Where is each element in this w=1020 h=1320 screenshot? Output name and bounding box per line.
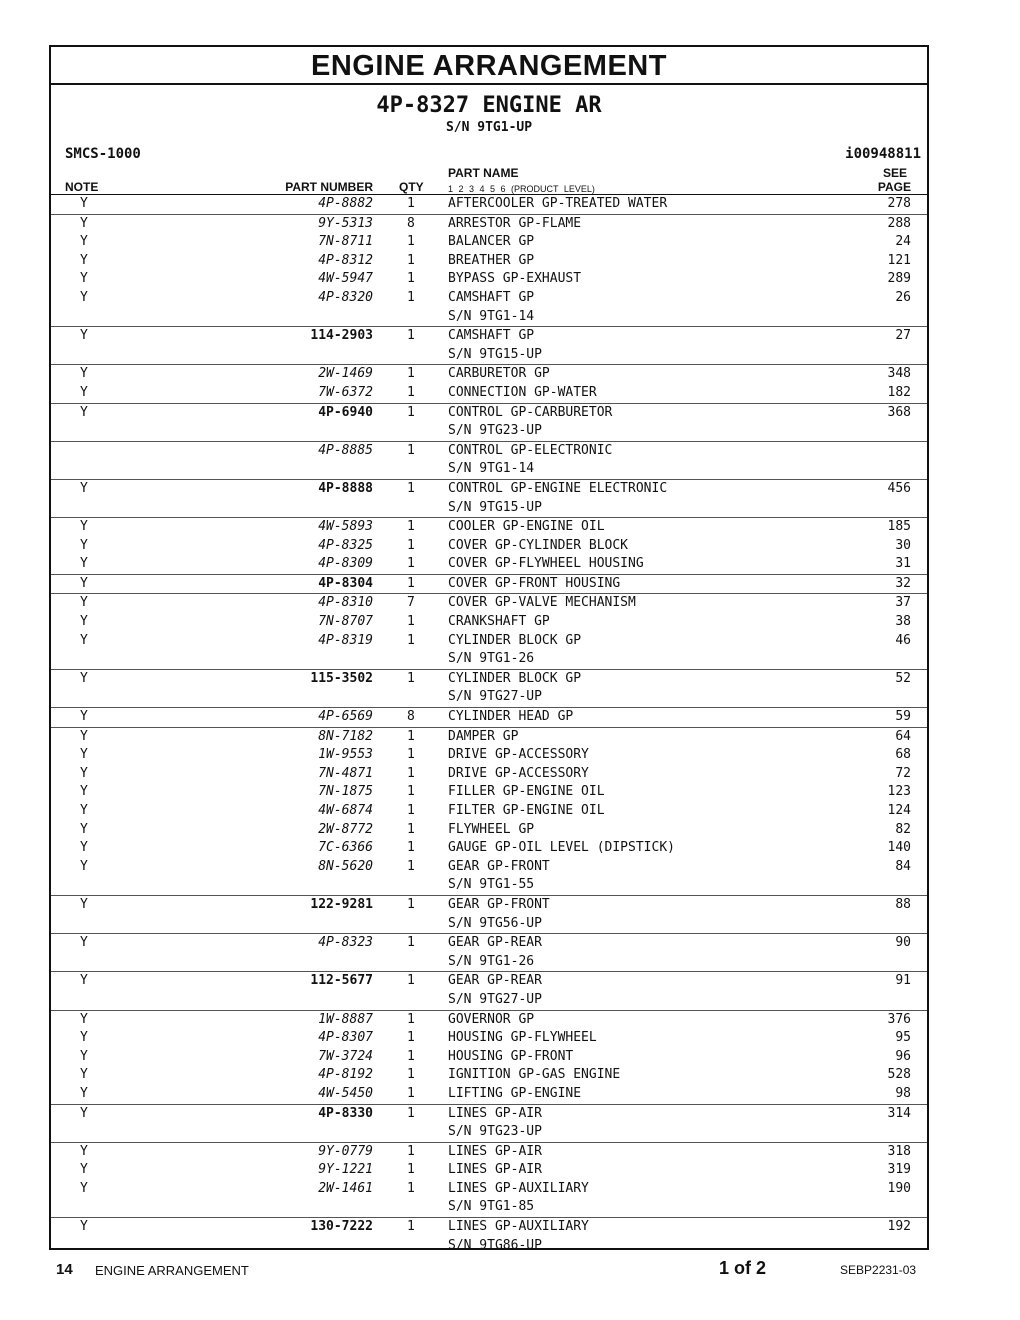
row-part-number: 7N-4871 bbox=[318, 765, 373, 781]
row-part-name: S/N 9TG23-UP bbox=[448, 423, 542, 439]
row-see-page: 24 bbox=[895, 234, 911, 250]
row-note: Y bbox=[80, 973, 88, 989]
table-row bbox=[51, 765, 927, 784]
row-qty: 1 bbox=[407, 1105, 415, 1121]
row-qty: 1 bbox=[407, 1011, 415, 1027]
row-qty: 1 bbox=[407, 858, 415, 874]
table-row bbox=[51, 499, 927, 518]
row-part-name: CYLINDER HEAD GP bbox=[448, 709, 574, 725]
row-part-name: LIFTING GP-ENGINE bbox=[448, 1085, 582, 1101]
row-part-number: 2W-1461 bbox=[318, 1180, 373, 1196]
row-see-page: 26 bbox=[895, 289, 911, 305]
table-row bbox=[51, 971, 927, 991]
table-row bbox=[51, 346, 927, 365]
row-part-name: CYLINDER BLOCK GP bbox=[448, 632, 582, 648]
row-qty: 1 bbox=[407, 935, 415, 951]
row-see-page: 95 bbox=[895, 1030, 911, 1046]
row-part-number: 4P-8325 bbox=[318, 537, 373, 553]
table-row bbox=[51, 1198, 927, 1217]
row-part-number: 4W-5893 bbox=[318, 519, 373, 535]
row-part-number: 122-9281 bbox=[310, 896, 373, 912]
row-see-page: 318 bbox=[887, 1143, 911, 1159]
table-row bbox=[51, 669, 927, 689]
row-note: Y bbox=[80, 765, 88, 781]
col-qty: QTY bbox=[399, 180, 424, 194]
row-see-page: 68 bbox=[895, 747, 911, 763]
row-part-number: 4P-8320 bbox=[318, 289, 373, 305]
row-see-page: 368 bbox=[887, 404, 911, 420]
table-row bbox=[51, 289, 927, 308]
row-part-number: 4P-8330 bbox=[318, 1105, 373, 1121]
table-row bbox=[51, 802, 927, 821]
table-row bbox=[51, 953, 927, 972]
row-part-name: S/N 9TG27-UP bbox=[448, 991, 542, 1007]
row-qty: 1 bbox=[407, 1048, 415, 1064]
row-note: Y bbox=[80, 784, 88, 800]
row-see-page: 37 bbox=[895, 595, 911, 611]
table-row bbox=[51, 1123, 927, 1142]
row-part-name: CONTROL GP-CARBURETOR bbox=[448, 404, 613, 420]
page-title: ENGINE ARRANGEMENT bbox=[51, 47, 927, 85]
row-qty: 1 bbox=[407, 747, 415, 763]
row-part-number: 4P-8319 bbox=[318, 632, 373, 648]
row-part-name: GEAR GP-FRONT bbox=[448, 896, 550, 912]
row-see-page: 59 bbox=[895, 709, 911, 725]
row-part-number: 7W-6372 bbox=[318, 384, 373, 400]
row-see-page: 140 bbox=[887, 840, 911, 856]
row-see-page: 91 bbox=[895, 973, 911, 989]
row-part-name: S/N 9TG27-UP bbox=[448, 689, 542, 705]
row-note: Y bbox=[80, 728, 88, 744]
table-row bbox=[51, 479, 927, 499]
row-part-name: S/N 9TG56-UP bbox=[448, 915, 542, 931]
row-part-number: 4P-8307 bbox=[318, 1030, 373, 1046]
row-part-name: CYLINDER BLOCK GP bbox=[448, 670, 582, 686]
table-row bbox=[51, 574, 927, 594]
row-see-page: 82 bbox=[895, 821, 911, 837]
row-qty: 1 bbox=[407, 821, 415, 837]
row-part-name: GAUGE GP-OIL LEVEL (DIPSTICK) bbox=[448, 840, 675, 856]
footer-page-number: 14 bbox=[56, 1261, 73, 1278]
row-see-page: 72 bbox=[895, 765, 911, 781]
row-note: Y bbox=[80, 1011, 88, 1027]
row-qty: 7 bbox=[407, 595, 415, 611]
row-note: Y bbox=[80, 519, 88, 535]
row-see-page: 314 bbox=[887, 1105, 911, 1121]
row-see-page: 185 bbox=[887, 519, 911, 535]
row-qty: 1 bbox=[407, 632, 415, 648]
row-part-number: 1W-8887 bbox=[318, 1011, 373, 1027]
row-qty: 1 bbox=[407, 328, 415, 344]
row-part-number: 130-7222 bbox=[310, 1219, 373, 1235]
row-qty: 1 bbox=[407, 1085, 415, 1101]
row-part-number: 7W-3724 bbox=[318, 1048, 373, 1064]
table-row bbox=[51, 593, 927, 613]
row-part-name: CAMSHAFT GP bbox=[448, 289, 535, 305]
row-part-number: 4W-5450 bbox=[318, 1085, 373, 1101]
table-row bbox=[51, 746, 927, 765]
row-part-name: BALANCER GP bbox=[448, 234, 535, 250]
table-row bbox=[51, 403, 927, 423]
serial-range: S/N 9TG1-UP bbox=[445, 120, 533, 135]
row-part-name: S/N 9TG15-UP bbox=[448, 499, 542, 515]
col-part-name: PART NAME bbox=[448, 166, 519, 180]
row-note: Y bbox=[80, 632, 88, 648]
row-note: Y bbox=[80, 1143, 88, 1159]
row-part-number: 4P-8882 bbox=[318, 196, 373, 211]
row-part-name: DRIVE GP-ACCESSORY bbox=[448, 765, 589, 781]
row-see-page: 121 bbox=[887, 252, 911, 268]
row-qty: 1 bbox=[407, 556, 415, 572]
row-see-page: 84 bbox=[895, 858, 911, 874]
row-qty: 1 bbox=[407, 252, 415, 268]
table-row bbox=[51, 876, 927, 895]
row-part-name: S/N 9TG1-14 bbox=[448, 461, 535, 477]
row-qty: 1 bbox=[407, 271, 415, 287]
row-part-number: 8N-7182 bbox=[318, 728, 373, 744]
row-note: Y bbox=[80, 935, 88, 951]
row-see-page: 182 bbox=[887, 384, 911, 400]
row-part-number: 4P-6940 bbox=[318, 404, 373, 420]
row-part-name: BREATHER GP bbox=[448, 252, 535, 268]
col-note: NOTE bbox=[65, 180, 99, 194]
row-part-number: 4P-8888 bbox=[318, 480, 373, 496]
table-row bbox=[51, 517, 927, 537]
footer-page-count: 1 of 2 bbox=[719, 1258, 767, 1278]
row-qty: 1 bbox=[407, 840, 415, 856]
row-note: Y bbox=[80, 215, 88, 231]
row-part-name: S/N 9TG23-UP bbox=[448, 1124, 542, 1140]
row-note: Y bbox=[80, 404, 88, 420]
row-see-page: 64 bbox=[895, 728, 911, 744]
row-part-name: GEAR GP-FRONT bbox=[448, 858, 550, 874]
row-part-number: 4P-6569 bbox=[318, 709, 373, 725]
row-qty: 1 bbox=[407, 973, 415, 989]
row-qty: 1 bbox=[407, 1219, 415, 1235]
table-row bbox=[51, 1161, 927, 1180]
row-note: Y bbox=[80, 480, 88, 496]
row-part-number: 4W-5947 bbox=[318, 271, 373, 287]
row-part-name: LINES GP-AUXILIARY bbox=[448, 1219, 589, 1235]
row-note: Y bbox=[80, 1048, 88, 1064]
row-part-number: 4P-8192 bbox=[318, 1067, 373, 1083]
table-row bbox=[51, 1066, 927, 1085]
row-qty: 1 bbox=[407, 480, 415, 496]
parts-table bbox=[51, 195, 927, 1255]
row-qty: 8 bbox=[407, 709, 415, 725]
row-part-number: 2W-1469 bbox=[318, 366, 373, 382]
row-part-number: 114-2903 bbox=[310, 328, 373, 344]
row-see-page: 528 bbox=[887, 1067, 911, 1083]
row-see-page: 27 bbox=[895, 328, 911, 344]
row-see-page: 190 bbox=[887, 1180, 911, 1196]
row-see-page: 90 bbox=[895, 935, 911, 951]
row-part-name: COVER GP-VALVE MECHANISM bbox=[448, 595, 636, 611]
table-row bbox=[51, 915, 927, 934]
row-note: Y bbox=[80, 1162, 88, 1178]
row-note: Y bbox=[80, 1219, 88, 1235]
row-note: Y bbox=[80, 1067, 88, 1083]
row-qty: 1 bbox=[407, 1030, 415, 1046]
table-row bbox=[51, 441, 927, 461]
table-row bbox=[51, 650, 927, 669]
row-note: Y bbox=[80, 747, 88, 763]
column-headers bbox=[51, 166, 927, 195]
row-part-name: CRANKSHAFT GP bbox=[448, 614, 550, 630]
table-row bbox=[51, 214, 927, 234]
row-see-page: 319 bbox=[887, 1162, 911, 1178]
row-see-page: 96 bbox=[895, 1048, 911, 1064]
row-note: Y bbox=[80, 556, 88, 572]
smcs-row bbox=[51, 144, 927, 166]
table-row bbox=[51, 1085, 927, 1104]
row-part-name: CAMSHAFT GP bbox=[448, 328, 535, 344]
footer-doc-id: SEBP2231-03 bbox=[840, 1263, 917, 1277]
row-part-name: BYPASS GP-EXHAUST bbox=[448, 271, 582, 287]
row-note: Y bbox=[80, 196, 88, 211]
col-part-number: PART NUMBER bbox=[285, 180, 373, 194]
table-row bbox=[51, 1048, 927, 1067]
row-note: Y bbox=[80, 234, 88, 250]
row-note: Y bbox=[80, 840, 88, 856]
row-qty: 1 bbox=[407, 896, 415, 912]
row-part-number: 7N-8711 bbox=[318, 234, 373, 250]
row-part-name: AFTERCOOLER GP-TREATED WATER bbox=[448, 196, 668, 211]
row-part-number: 4P-8304 bbox=[318, 575, 373, 591]
row-qty: 1 bbox=[407, 289, 415, 305]
row-part-number: 4P-8309 bbox=[318, 556, 373, 572]
table-row bbox=[51, 1029, 927, 1048]
row-qty: 1 bbox=[407, 575, 415, 591]
table-row bbox=[51, 1010, 927, 1030]
row-part-number: 7C-6366 bbox=[318, 840, 373, 856]
row-part-name: S/N 9TG1-26 bbox=[448, 651, 535, 667]
row-part-name: LINES GP-AIR bbox=[448, 1143, 542, 1159]
row-qty: 1 bbox=[407, 442, 415, 458]
table-row bbox=[51, 1142, 927, 1162]
row-part-name: COVER GP-FLYWHEEL HOUSING bbox=[448, 556, 644, 572]
row-note: Y bbox=[80, 289, 88, 305]
row-qty: 1 bbox=[407, 366, 415, 382]
col-page: PAGE bbox=[877, 180, 911, 194]
row-part-name: CONTROL GP-ENGINE ELECTRONIC bbox=[448, 480, 668, 496]
row-qty: 1 bbox=[407, 196, 415, 211]
row-qty: 1 bbox=[407, 803, 415, 818]
row-qty: 1 bbox=[407, 404, 415, 420]
row-see-page: 52 bbox=[895, 670, 911, 686]
row-see-page: 288 bbox=[887, 215, 911, 231]
table-row bbox=[51, 233, 927, 252]
row-note: Y bbox=[80, 803, 88, 818]
row-part-name: GEAR GP-REAR bbox=[448, 973, 542, 989]
row-part-name: COVER GP-CYLINDER BLOCK bbox=[448, 537, 629, 553]
row-part-number: 9Y-0779 bbox=[318, 1143, 373, 1159]
table-row bbox=[51, 270, 927, 289]
row-part-name: S/N 9TG15-UP bbox=[448, 346, 542, 362]
row-part-name: LINES GP-AIR bbox=[448, 1105, 542, 1121]
table-row bbox=[51, 933, 927, 953]
table-row bbox=[51, 858, 927, 877]
row-qty: 1 bbox=[407, 1180, 415, 1196]
row-see-page: 98 bbox=[895, 1085, 911, 1101]
table-row bbox=[51, 1104, 927, 1124]
row-part-number: 115-3502 bbox=[310, 670, 373, 686]
row-note: Y bbox=[80, 537, 88, 553]
row-part-name: FILLER GP-ENGINE OIL bbox=[448, 784, 605, 800]
smcs-code: SMCS-1000 bbox=[65, 146, 141, 162]
engine-subtitle: 4P-8327 ENGINE AR bbox=[376, 93, 602, 118]
row-qty: 1 bbox=[407, 384, 415, 400]
row-part-number: 4W-6874 bbox=[318, 803, 373, 818]
row-part-name: LINES GP-AUXILIARY bbox=[448, 1180, 589, 1196]
row-part-name: GOVERNOR GP bbox=[448, 1011, 535, 1027]
row-note: Y bbox=[80, 328, 88, 344]
row-part-name: COOLER GP-ENGINE OIL bbox=[448, 519, 605, 535]
row-see-page: 456 bbox=[887, 480, 911, 496]
row-part-number: 4P-8312 bbox=[318, 252, 373, 268]
parts-list-frame bbox=[49, 45, 929, 1253]
table-row bbox=[51, 537, 927, 556]
row-part-name: FILTER GP-ENGINE OIL bbox=[448, 803, 605, 818]
row-part-name: DRIVE GP-ACCESSORY bbox=[448, 747, 589, 763]
row-part-name: DAMPER GP bbox=[448, 728, 519, 744]
table-row bbox=[51, 632, 927, 651]
row-part-name: GEAR GP-REAR bbox=[448, 935, 542, 951]
row-note: Y bbox=[80, 821, 88, 837]
row-part-name: CARBURETOR GP bbox=[448, 366, 550, 382]
row-part-name: S/N 9TG86-UP bbox=[448, 1237, 542, 1253]
row-qty: 1 bbox=[407, 1162, 415, 1178]
row-part-name: CONNECTION GP-WATER bbox=[448, 384, 597, 400]
page-footer bbox=[0, 1258, 1020, 1282]
table-row bbox=[51, 555, 927, 574]
col-see: SEE bbox=[882, 166, 907, 180]
row-see-page: 192 bbox=[887, 1219, 911, 1235]
row-qty: 1 bbox=[407, 537, 415, 553]
table-row bbox=[51, 1237, 927, 1256]
row-note: Y bbox=[80, 614, 88, 630]
row-see-page: 38 bbox=[895, 614, 911, 630]
row-part-number: 4P-8885 bbox=[318, 442, 373, 458]
illustration-id: i00948811 bbox=[845, 146, 921, 162]
table-row bbox=[51, 821, 927, 840]
row-part-number: 7N-8707 bbox=[318, 614, 373, 630]
row-note: Y bbox=[80, 1085, 88, 1101]
table-row bbox=[51, 707, 927, 727]
table-row bbox=[51, 727, 927, 747]
row-note: Y bbox=[80, 366, 88, 382]
row-see-page: 376 bbox=[887, 1011, 911, 1027]
row-part-name: CONTROL GP-ELECTRONIC bbox=[448, 442, 613, 458]
table-row bbox=[51, 308, 927, 327]
table-row bbox=[51, 384, 927, 403]
row-qty: 1 bbox=[407, 728, 415, 744]
row-see-page: 30 bbox=[895, 537, 911, 553]
row-qty: 1 bbox=[407, 234, 415, 250]
table-row bbox=[51, 422, 927, 441]
row-see-page: 348 bbox=[887, 366, 911, 382]
table-row bbox=[51, 326, 927, 346]
row-part-name: ARRESTOR GP-FLAME bbox=[448, 215, 582, 231]
row-qty: 1 bbox=[407, 765, 415, 781]
row-qty: 1 bbox=[407, 670, 415, 686]
row-note: Y bbox=[80, 1180, 88, 1196]
row-note: Y bbox=[80, 271, 88, 287]
row-qty: 1 bbox=[407, 519, 415, 535]
row-part-number: 9Y-5313 bbox=[318, 215, 373, 231]
row-see-page: 289 bbox=[887, 271, 911, 287]
row-see-page: 278 bbox=[887, 196, 911, 211]
row-part-name: FLYWHEEL GP bbox=[448, 821, 535, 837]
row-part-name: HOUSING GP-FRONT bbox=[448, 1048, 574, 1064]
row-part-number: 2W-8772 bbox=[318, 821, 373, 837]
row-note: Y bbox=[80, 575, 88, 591]
row-part-name: S/N 9TG1-85 bbox=[448, 1199, 535, 1215]
row-note: Y bbox=[80, 858, 88, 874]
row-part-name: S/N 9TG1-55 bbox=[448, 877, 535, 893]
row-part-name: HOUSING GP-FLYWHEEL bbox=[448, 1030, 597, 1046]
row-part-name: S/N 9TG1-14 bbox=[448, 308, 535, 324]
row-qty: 1 bbox=[407, 1143, 415, 1159]
row-part-number: 8N-5620 bbox=[318, 858, 373, 874]
row-qty: 8 bbox=[407, 215, 415, 231]
row-part-number: 4P-8310 bbox=[318, 595, 373, 611]
row-note: Y bbox=[80, 384, 88, 400]
table-row bbox=[51, 839, 927, 858]
row-qty: 1 bbox=[407, 1067, 415, 1083]
row-part-number: 7N-1875 bbox=[318, 784, 373, 800]
row-see-page: 46 bbox=[895, 632, 911, 648]
row-part-name: COVER GP-FRONT HOUSING bbox=[448, 575, 621, 591]
table-row bbox=[51, 252, 927, 271]
row-see-page: 31 bbox=[895, 556, 911, 572]
row-qty: 1 bbox=[407, 614, 415, 630]
row-note: Y bbox=[80, 670, 88, 686]
row-part-number: 1W-9553 bbox=[318, 747, 373, 763]
row-part-name: LINES GP-AIR bbox=[448, 1162, 542, 1178]
row-see-page: 32 bbox=[895, 575, 911, 591]
row-see-page: 88 bbox=[895, 896, 911, 912]
table-row bbox=[51, 460, 927, 479]
row-note: Y bbox=[80, 252, 88, 268]
row-part-number: 9Y-1221 bbox=[318, 1162, 373, 1178]
table-row bbox=[51, 783, 927, 802]
row-part-number: 4P-8323 bbox=[318, 935, 373, 951]
row-see-page: 124 bbox=[887, 803, 911, 818]
row-note: Y bbox=[80, 595, 88, 611]
row-note: Y bbox=[80, 709, 88, 725]
table-row bbox=[51, 895, 927, 915]
footer-section: ENGINE ARRANGEMENT bbox=[95, 1263, 249, 1278]
table-row bbox=[51, 613, 927, 632]
row-qty: 1 bbox=[407, 784, 415, 800]
table-row bbox=[51, 1180, 927, 1199]
table-row bbox=[51, 991, 927, 1010]
row-note: Y bbox=[80, 1030, 88, 1046]
table-row bbox=[51, 364, 927, 384]
row-part-name: S/N 9TG1-26 bbox=[448, 953, 535, 969]
table-row bbox=[51, 688, 927, 707]
row-note: Y bbox=[80, 896, 88, 912]
table-row bbox=[51, 195, 927, 214]
row-note: Y bbox=[80, 1105, 88, 1121]
col-product-levels: 1 2 3 4 5 6 (PRODUCT LEVEL) bbox=[448, 184, 595, 194]
row-see-page: 123 bbox=[887, 784, 911, 800]
row-part-number: 112-5677 bbox=[310, 973, 373, 989]
table-row bbox=[51, 1217, 927, 1237]
row-part-name: IGNITION GP-GAS ENGINE bbox=[448, 1067, 621, 1083]
